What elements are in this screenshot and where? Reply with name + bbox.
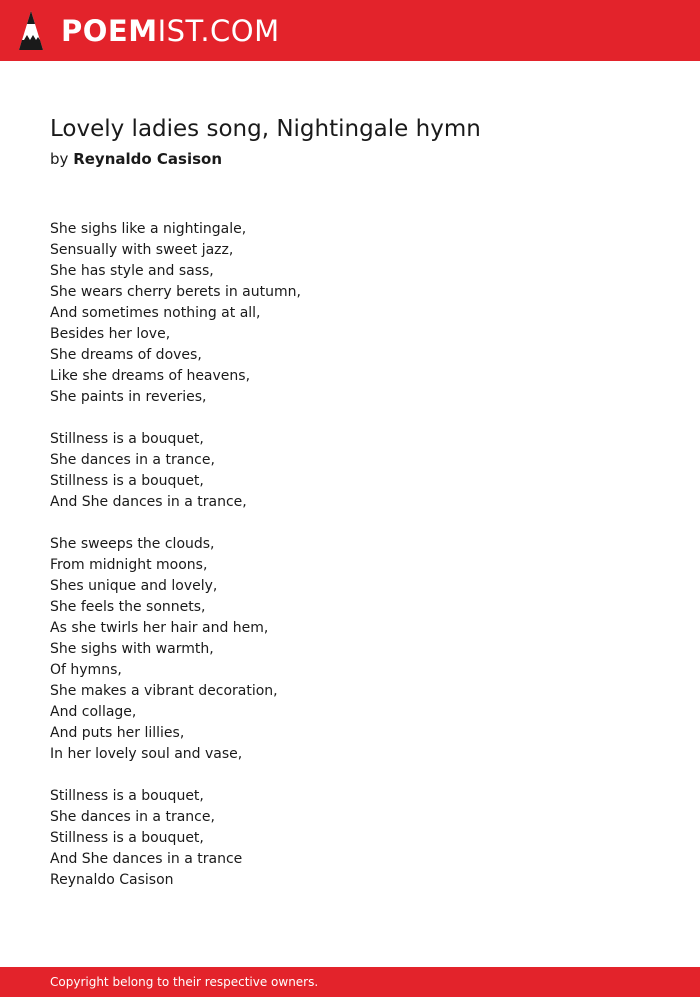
by-label: by xyxy=(50,150,69,168)
poem-byline xyxy=(50,150,222,168)
pencil-tip-icon xyxy=(18,10,44,52)
poem-line: Like she dreams of heavens, xyxy=(50,368,251,384)
poem-line: She dances in a trance, xyxy=(50,452,215,468)
poem-line: She dreams of doves, xyxy=(50,347,202,363)
site-logo[interactable] xyxy=(18,9,280,53)
site-footer xyxy=(0,967,700,997)
poem-line: And She dances in a trance, xyxy=(50,494,247,510)
poem-stanza xyxy=(50,534,650,765)
site-logo-text: POEMIST.COM xyxy=(61,13,280,48)
poem-line: She makes a vibrant decoration, xyxy=(50,683,278,699)
poem-line: Of hymns, xyxy=(50,662,122,678)
poem-line: And She dances in a trance xyxy=(50,851,243,867)
poem-line: She feels the sonnets, xyxy=(50,599,206,615)
poem-line: From midnight moons, xyxy=(50,557,208,573)
poem-title: Lovely ladies song, Nightingale hymn xyxy=(50,116,481,142)
poem-stanza xyxy=(50,219,650,408)
poem-line: She dances in a trance, xyxy=(50,809,215,825)
poem-line: Stillness is a bouquet, xyxy=(50,431,204,447)
poem-line: Stillness is a bouquet, xyxy=(50,830,204,846)
poem-line: She sighs with warmth, xyxy=(50,641,214,657)
poem-line: Shes unique and lovely, xyxy=(50,578,218,594)
poem-signature: Reynaldo Casison xyxy=(50,872,174,888)
poem-line: She paints in reveries, xyxy=(50,389,207,405)
poem-line: Stillness is a bouquet, xyxy=(50,473,204,489)
poem-line: And sometimes nothing at all, xyxy=(50,305,261,321)
poem-line: She wears cherry berets in autumn, xyxy=(50,284,301,300)
poem-line: Sensually with sweet jazz, xyxy=(50,242,234,258)
poem-line: As she twirls her hair and hem, xyxy=(50,620,269,636)
poem-line: In her lovely soul and vase, xyxy=(50,746,243,762)
site-header xyxy=(0,0,700,61)
poem-stanza xyxy=(50,429,650,513)
copyright-text: Copyright belong to their respective owners. xyxy=(50,975,319,989)
poem-line: She sweeps the clouds, xyxy=(50,536,215,552)
poem-line: She sighs like a nightingale, xyxy=(50,221,247,237)
poem-line: Besides her love, xyxy=(50,326,171,342)
poem-line: And puts her lillies, xyxy=(50,725,185,741)
poem-body xyxy=(50,219,650,891)
poem-line: And collage, xyxy=(50,704,137,720)
poem-stanza xyxy=(50,786,650,870)
poem-author: Reynaldo Casison xyxy=(73,150,223,168)
poem-line: She has style and sass, xyxy=(50,263,214,279)
poem-line: Stillness is a bouquet, xyxy=(50,788,204,804)
